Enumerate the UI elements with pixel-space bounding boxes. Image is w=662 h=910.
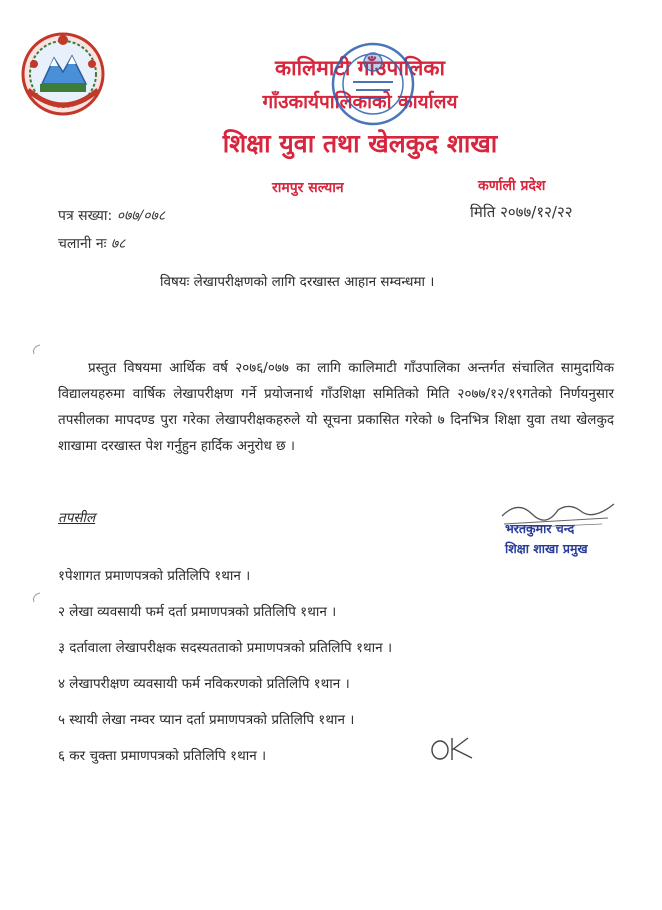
date-label: मिति [470, 203, 496, 221]
letter-number-label: पत्र सख्या: [58, 208, 113, 224]
body-paragraph [58, 355, 614, 459]
letter-date [470, 202, 573, 222]
location: रामपुर सल्यान [272, 180, 344, 196]
municipality-name: कालिमाटी गाँउपालिका [275, 56, 445, 80]
list-item: ५ स्थायी लेखा नम्वर प्यान दर्ता प्रमाणपत्रको प्रतिलिपि १थान । [58, 712, 355, 728]
dispatch-number-label: चलानी नः [58, 236, 107, 252]
office-name: गाँउकार्यपालिकाको कार्यालय [262, 91, 458, 113]
margin-mark [30, 340, 42, 352]
letter-number [58, 206, 165, 225]
margin-mark [30, 588, 42, 600]
list-item: १पेशागत प्रमाणपत्रको प्रतिलिपि १थान । [58, 568, 251, 584]
list-item: ४ लेखापरीक्षण व्यवसायी फर्म नविकरणको प्रतिलिपि १थान । [58, 676, 350, 692]
dispatch-number [58, 234, 125, 253]
signatory-name: भरतकुमार चन्द [505, 521, 575, 536]
office-stamp-icon [318, 34, 428, 144]
signatory-title: शिक्षा शाखा प्रमुख [505, 541, 588, 556]
letter-number-value: ०७७/०७८ [116, 208, 166, 224]
dispatch-number-value: ७८ [110, 236, 126, 252]
list-item: ३ दर्तावाला लेखापरीक्षक सदस्यतताको प्रमाणपत्रको प्रतिलिपि १थान । [58, 640, 393, 656]
nepal-emblem-icon [14, 28, 112, 120]
date-value: २०७७/१२/२२ [500, 203, 573, 221]
subject-line: विषयः लेखापरीक्षणको लागि दरखास्त आहान सम्वन्धमा । [160, 274, 435, 290]
tapasil-heading: तपसील [58, 510, 96, 526]
handwritten-ok-icon [428, 734, 478, 762]
body-text: प्रस्तुत विषयमा आर्थिक वर्ष २०७६/०७७ का लागि कालिमाटी गाँउपालिका अन्तर्गत संचालित सामुदायिक विद्यालयहरुमा वार्षिक लेखापरीक्षण गर्ने प्रयोजनार्थ गाँउशिक्षा समितिको मिति २०७७/१२/१९गतेको निर्णयनुसार तपसीलका मापदण्ड पुरा गरेका लेखापरीक्षकहरुले यो सूचना प्रकासित गरेको ७ दिनभित्र शिक्षा युवा तथा खेलकुद शाखामा दरखास्त पेश गर्नुहुन हार्दिक अनुरोध छ । [58, 360, 614, 454]
list-item: ६ कर चुक्ता प्रमाणपत्रको प्रतिलिपि १थान । [58, 748, 267, 764]
list-item: २ लेखा व्यवसायी फर्म दर्ता प्रमाणपत्रको प्रतिलिपि १थान । [58, 604, 337, 620]
province: कर्णाली प्रदेश [478, 178, 546, 194]
branch-name: शिक्षा युवा तथा खेलकुद शाखा [222, 129, 498, 158]
